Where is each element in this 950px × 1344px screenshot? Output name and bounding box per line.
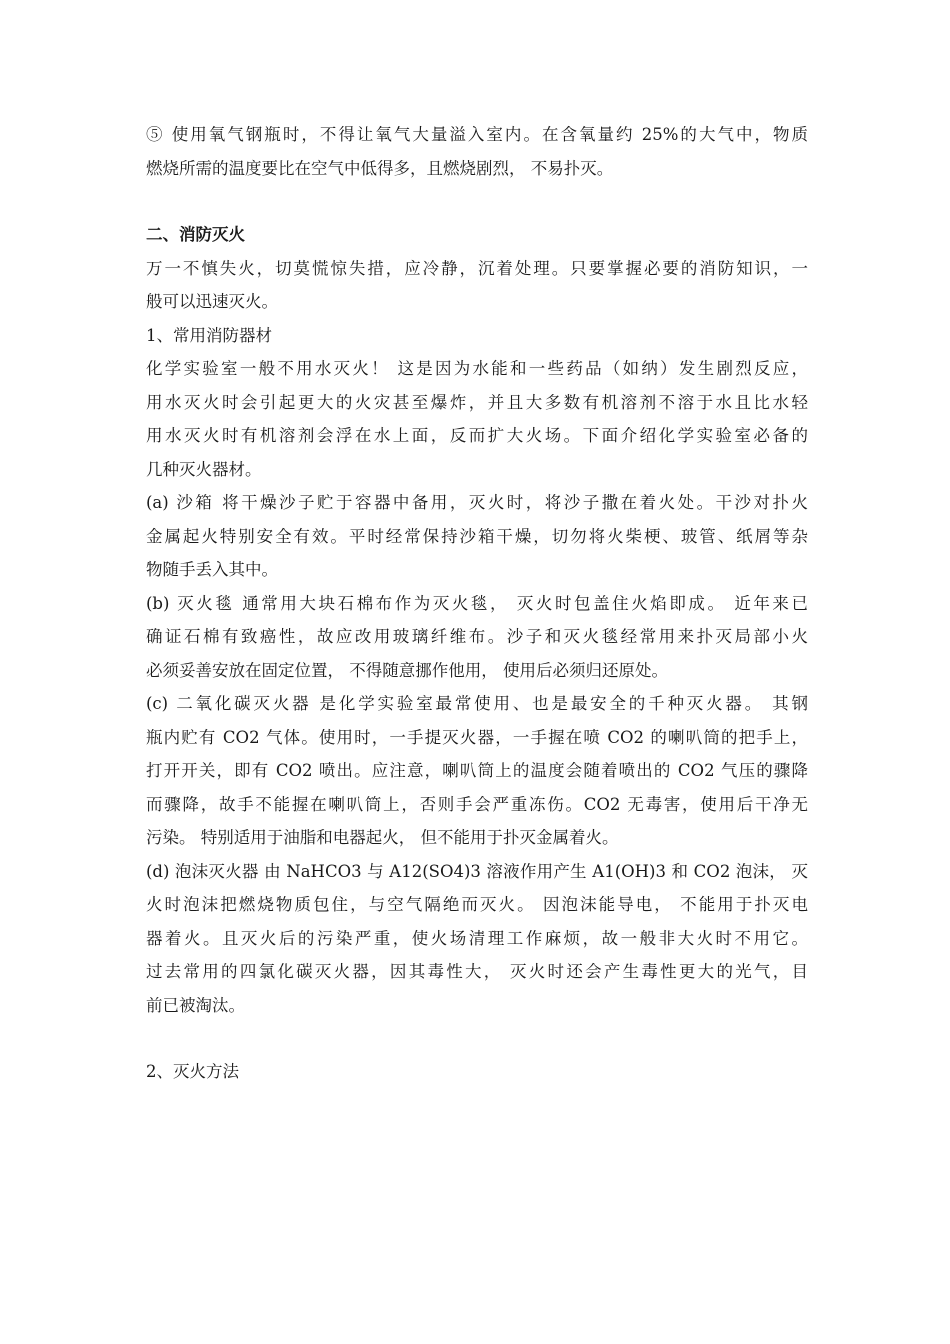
sandbox-paragraph [146, 486, 808, 587]
subsection-title [146, 319, 808, 353]
text-line: 而骤降，故手不能握在喇叭筒上，否则手会严重冻伤。CO2 无毒害，使用后干净无 [146, 794, 808, 814]
text-line: 过去常用的四氯化碳灭火器，因其毒性大， 灭火时还会产生毒性更大的光气，目 [146, 962, 808, 981]
text-line: 燃烧所需的温度要比在空气中低得多，且燃烧剧烈， 不易扑灭。 [146, 158, 614, 178]
text-line: ⑤ 使用氧气钢瓶时，不得让氧气大量溢入室内。在含氧量约 25%的大气中，物质 [146, 125, 808, 144]
text-line: (b) 灭火毯 通常用大块石棉布作为灭火毯， 灭火时包盖住火焰即成。 近年来已 [146, 593, 808, 613]
text-line: 器着火。且灭火后的污染严重，使火场清理工作麻烦，故一般非大火时不用它。 [146, 928, 808, 948]
text-line: 几种灭火器材。 [146, 459, 262, 479]
subsection-title [146, 1055, 808, 1089]
text-line: 化学实验室一般不用水灭火！ 这是因为水能和一些药品（如纳）发生剧烈反应， [146, 359, 808, 378]
foam-extinguisher-paragraph [146, 855, 808, 1023]
text-line: 万一不慎失火，切莫慌惊失措，应冷静，沉着处理。只要掌握必要的消防知识，一 [146, 258, 808, 278]
intro-paragraph [146, 252, 808, 319]
section-heading: 二、消防灭火 [146, 225, 245, 244]
item-5-paragraph [146, 118, 808, 185]
text-line: 1、常用消防器材 [146, 325, 272, 345]
text-line: 般可以迅速灭火。 [146, 292, 278, 311]
text-line: (c) 二氧化碳灭火器 是化学实验室最常使用、也是最安全的千种灭火器。 其钢 [146, 694, 808, 713]
text-line: (d) 泡沫灭火器 由 NaHCO3 与 A12(SO4)3 溶液作用产生 A1(OH)3 和 CO2 泡沫， 灭 [146, 861, 808, 881]
text-line: (a) 沙箱 将干燥沙子贮于容器中备用，灭火时，将沙子撒在着火处。干沙对扑火 [146, 493, 808, 512]
co2-extinguisher-paragraph [146, 687, 808, 855]
text-line: 火时泡沫把燃烧物质包住，与空气隔绝而灭火。 因泡沫能导电， 不能用于扑灭电 [146, 895, 808, 914]
text-line: 必须妥善安放在固定位置， 不得随意挪作他用， 使用后必须归还原处。 [146, 660, 668, 680]
text-line: 污染。 特别适用于油脂和电器起火， 但不能用于扑灭金属着火。 [146, 828, 619, 847]
equipment-intro-paragraph [146, 352, 808, 486]
text-line: 瓶内贮有 CO2 气体。使用时，一手提灭火器，一手握在喷 CO2 的喇叭筒的把手上， [146, 727, 808, 747]
text-line: 确证石棉有致癌性，故应改用玻璃纤维布。沙子和灭火毯经常用来扑灭局部小火 [146, 627, 808, 646]
spacer [146, 185, 808, 218]
text-line: 金属起火特别安全有效。平时经常保持沙箱干燥，切勿将火柴梗、玻管、纸屑等杂 [146, 526, 808, 546]
document-body [146, 118, 808, 1089]
fire-blanket-paragraph [146, 587, 808, 688]
text-line: 用水灭火时会引起更大的火灾甚至爆炸，并且大多数有机溶剂不溶于水且比水轻 [146, 392, 808, 412]
text-line: 物随手丢入其中。 [146, 560, 278, 579]
text-line: 用水灭火时有机溶剂会浮在水上面，反而扩大火场。下面介绍化学实验室必备的 [146, 426, 808, 445]
text-line: 打开开关，即有 CO2 喷出。应注意，喇叭筒上的温度会随着喷出的 CO2 气压的骤降 [146, 761, 808, 780]
text-line: 2、灭火方法 [146, 1062, 239, 1081]
text-line: 前已被淘汰。 [146, 995, 245, 1015]
spacer [146, 1022, 808, 1055]
